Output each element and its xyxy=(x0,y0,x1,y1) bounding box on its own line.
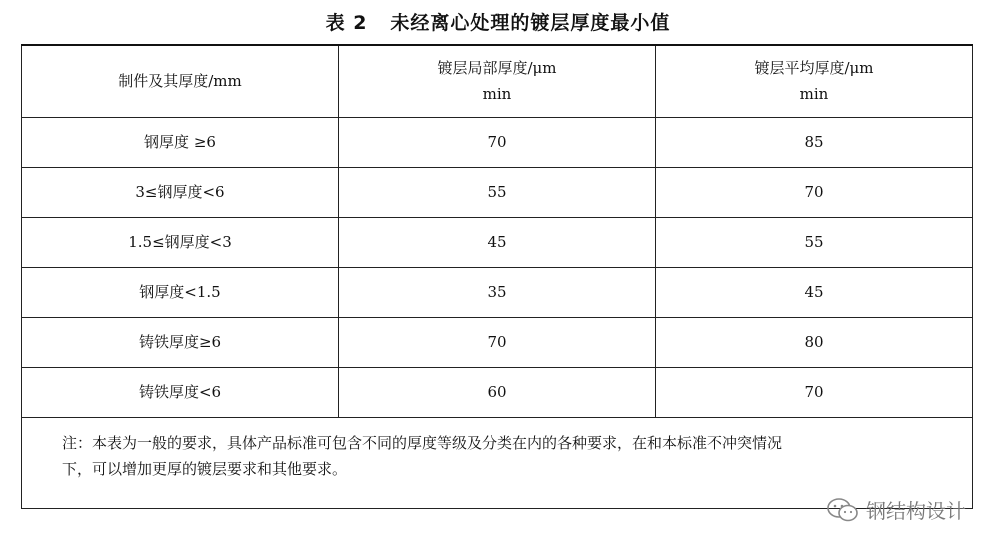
cell-text: 70 xyxy=(804,383,824,401)
cell-text: 45 xyxy=(804,283,824,301)
cell-average xyxy=(656,167,973,217)
cell-text: 70 xyxy=(487,333,507,351)
cell-average xyxy=(656,267,973,317)
header-local-thickness xyxy=(339,45,656,117)
cell-text: 钢厚度<1.5 xyxy=(139,283,221,301)
cell-text: 1.5≤钢厚度<3 xyxy=(128,233,232,251)
cell-text: 铸铁厚度<6 xyxy=(138,383,222,401)
table-title: 表 2 未经离心处理的镀层厚度最小值 xyxy=(325,12,671,34)
header-sub-line: min xyxy=(482,85,512,104)
watermark-text: 钢结构设计 xyxy=(866,499,966,523)
table-row xyxy=(22,367,973,417)
header-line: 制件及其厚度/mm xyxy=(118,72,242,91)
cell-text: 3≤钢厚度<6 xyxy=(135,183,225,201)
table-row xyxy=(22,217,973,267)
cell-item xyxy=(22,367,339,417)
cell-text: 85 xyxy=(804,133,824,151)
table-row xyxy=(22,117,973,167)
cell-text: 55 xyxy=(804,233,824,251)
cell-local xyxy=(339,367,656,417)
cell-local xyxy=(339,317,656,367)
cell-average xyxy=(656,117,973,167)
cell-text: 80 xyxy=(804,333,824,351)
watermark xyxy=(826,495,966,524)
table-row xyxy=(22,267,973,317)
cell-text: 45 xyxy=(487,233,507,251)
coating-thickness-table xyxy=(21,44,973,509)
cell-text: 35 xyxy=(487,283,507,301)
header-average-thickness xyxy=(656,45,973,117)
note-line-1: 注：本表为一般的要求，具体产品标准可包含不同的厚度等级及分类在内的各种要求，在和本标准不冲突情况 xyxy=(62,433,783,452)
cell-item xyxy=(22,117,339,167)
header-line: 镀层局部厚度/μm xyxy=(437,59,557,78)
header-line: 镀层平均厚度/μm xyxy=(754,59,874,78)
cell-local xyxy=(339,267,656,317)
cell-text: 70 xyxy=(487,133,507,151)
note-line-2: 下，可以增加更厚的镀层要求和其他要求。 xyxy=(62,459,348,478)
cell-local xyxy=(339,217,656,267)
cell-local xyxy=(339,167,656,217)
cell-average xyxy=(656,217,973,267)
header-part-thickness xyxy=(22,45,339,117)
cell-item xyxy=(22,317,339,367)
cell-item xyxy=(22,217,339,267)
cell-text: 55 xyxy=(487,183,507,201)
cell-average xyxy=(656,367,973,417)
cell-item xyxy=(22,167,339,217)
cell-text: 60 xyxy=(487,383,507,401)
cell-average xyxy=(656,317,973,367)
cell-text: 钢厚度 ≥6 xyxy=(144,133,216,151)
wechat-icon xyxy=(826,497,860,523)
table-row xyxy=(22,317,973,367)
cell-text: 铸铁厚度≥6 xyxy=(138,333,222,351)
cell-text: 70 xyxy=(804,183,824,201)
table-header-row xyxy=(22,45,973,117)
cell-local xyxy=(339,117,656,167)
cell-item xyxy=(22,267,339,317)
header-sub-line: min xyxy=(799,85,829,104)
table-row xyxy=(22,167,973,217)
